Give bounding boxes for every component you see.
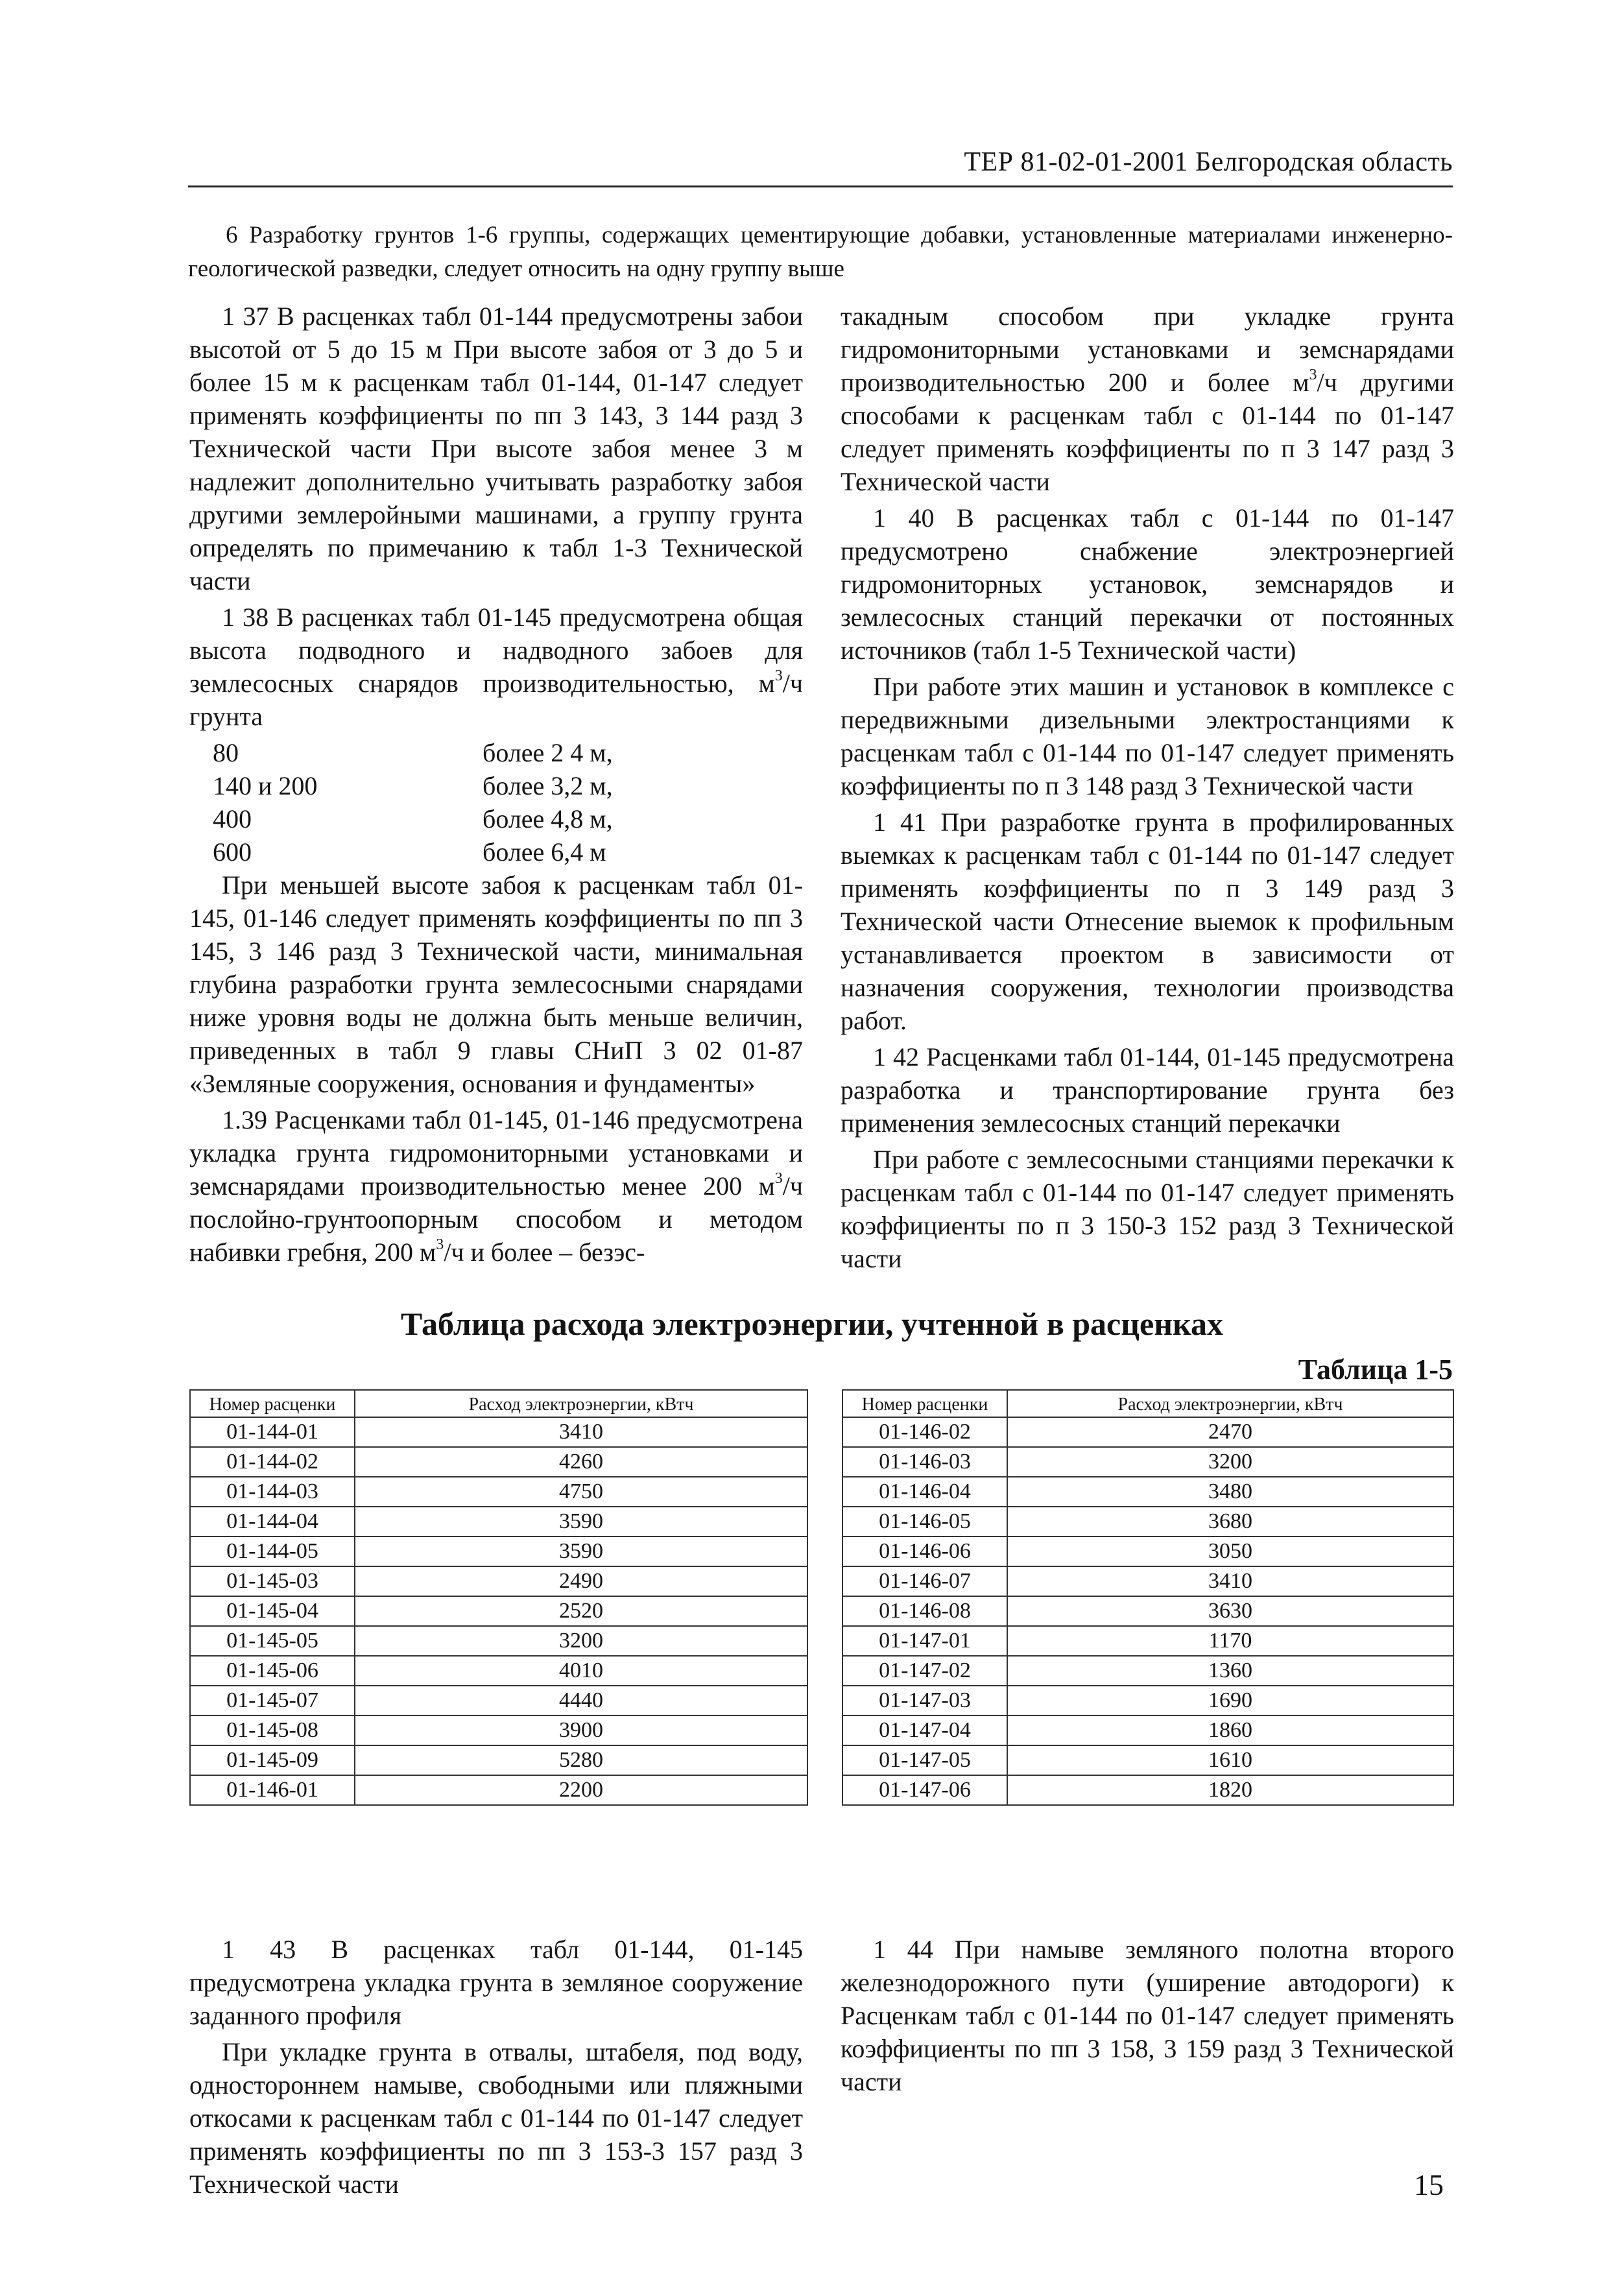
energy-value-cell: 4010 [355, 1656, 807, 1686]
page-number: 15 [1414, 2168, 1444, 2201]
rate-code-cell: 01-147-04 [842, 1716, 1007, 1745]
energy-value-cell: 2490 [355, 1566, 807, 1596]
table-row [190, 1417, 807, 1447]
bottom-right-column [841, 1933, 1454, 2101]
consumption-table-left [189, 1389, 808, 1806]
paragraph-1-41: 1 41 При разработке грунта в профилированных выемках к расценкам табл с 01-144 по 01-147 следует применять коэффициенты по п 3 149 разд 3 Технической части Отнесение выемок к профильным устанавливается проектом в зависимости от назначения сооружения, технологии производства работ. [841, 808, 1454, 1035]
left-column [189, 300, 803, 1272]
paragraph-1-43: 1 43 В расценках табл 01-144, 01-145 предусмотрена укладка грунта в земляное сооружение заданного профиля [189, 1935, 803, 2030]
height-row: 600 более 6,4 м [213, 837, 606, 867]
table-row [190, 1596, 807, 1626]
table-row [842, 1626, 1453, 1656]
table-row [842, 1477, 1453, 1507]
energy-value-cell: 1610 [1007, 1745, 1453, 1775]
rate-code-cell: 01-147-03 [842, 1686, 1007, 1716]
rate-code-cell: 01-146-01 [190, 1775, 355, 1805]
energy-value-cell: 5280 [355, 1745, 807, 1775]
energy-value-cell: 1360 [1007, 1656, 1453, 1686]
paragraph-1-42: 1 42 Расценками табл 01-144, 01-145 предусмотрена разработка и транспортирование грунта без применения землесосных станций перекачки [841, 1042, 1454, 1138]
column-header-code: Номер расценки [842, 1390, 1007, 1417]
paragraph-1-44: 1 44 При намыве земляного полотна второго железнодорожного пути (уширение автодороги) к Расценкам табл с 01-144 по 01-147 следует применять коэффициенты по пп 3 158, 3 159 разд 3 Технической части [841, 1935, 1454, 2096]
table-header-row [842, 1390, 1453, 1417]
height-row: 80 более 2 4 м, [213, 738, 613, 767]
table-row [190, 1626, 807, 1656]
table-row [190, 1477, 807, 1507]
height-row: 400 более 4,8 м, [213, 804, 613, 833]
energy-value-cell: 3590 [355, 1537, 807, 1566]
paragraph-1-42-cont: При работе с землесосными станциями перекачки к расценкам табл с 01-144 по 01-147 следует применять коэффициенты по п 3 150-3 152 разд 3 Технической части [841, 1145, 1454, 1273]
rate-code-cell: 01-147-05 [842, 1745, 1007, 1775]
rate-code-cell: 01-145-08 [190, 1716, 355, 1745]
rate-code-cell: 01-144-02 [190, 1447, 355, 1477]
table-row [190, 1745, 807, 1775]
rate-code-cell: 01-145-09 [190, 1745, 355, 1775]
energy-value-cell: 3050 [1007, 1537, 1453, 1566]
rate-code-cell: 01-145-04 [190, 1596, 355, 1626]
table-heading: Таблица расхода электроэнергии, учтенной в расценках [400, 1306, 1224, 1342]
energy-value-cell: 1820 [1007, 1775, 1453, 1805]
table-row [842, 1745, 1453, 1775]
paragraph-1-38-cont: При меньшей высоте забоя к расценкам табл 01-145, 01-146 следует применять коэффициенты по пп 3 145, 3 146 разд 3 Технической части, минимальная глубина разработки грунта землесосными снарядами ниже уровня воды не должна быть меньше величин, приведенных в табл 9 главы СНиП 3 02 01-87 «Земляные сооружения, основания и фундаменты» [189, 870, 803, 1098]
column-header-value: Расход электроэнергии, кВтч [355, 1390, 807, 1417]
rate-code-cell: 01-145-05 [190, 1626, 355, 1656]
energy-value-cell: 3480 [1007, 1477, 1453, 1507]
energy-value-cell: 4440 [355, 1686, 807, 1716]
table-row [842, 1775, 1453, 1805]
paragraph-1-39: 1.39 Расценками табл 01-145, 01-146 предусмотрена укладка грунта гидромониторными установками и земснарядами производительностью менее 200 $м^3/ч$ послойно-грунтоопорным способом и методом набивки гребня, 200 $м^3/ч$ и более – безэс- [189, 1105, 803, 1267]
paragraph-1-37: 1 37 В расценках табл 01-144 предусмотрены забои высотой от 5 до 15 м При высоте забоя от 3 до 5 и более 15 м к расценкам табл 01-144, 01-147 следует применять коэффициенты по пп 3 143, 3 144 разд 3 Технической части При высоте забоя менее 3 м надлежит дополнительно учитывать разработку забоя другими землеройными машинами, а группу грунта определять по примечанию к табл 1-3 Технической части [189, 302, 803, 595]
height-list [189, 736, 803, 868]
table-row [842, 1507, 1453, 1537]
rate-code-cell: 01-146-06 [842, 1537, 1007, 1566]
rate-code-cell: 01-146-04 [842, 1477, 1007, 1507]
table-row [842, 1596, 1453, 1626]
rate-code-cell: 01-146-05 [842, 1507, 1007, 1537]
rate-code-cell: 01-147-01 [842, 1626, 1007, 1656]
table-row [190, 1656, 807, 1686]
rate-code-cell: 01-146-07 [842, 1566, 1007, 1596]
rate-code-cell: 01-145-07 [190, 1686, 355, 1716]
table-row [190, 1566, 807, 1596]
rate-code-cell: 01-144-01 [190, 1417, 355, 1447]
paragraph-1-43-cont: При укладке грунта в отвалы, штабеля, под воду, одностороннем намыве, свободными или пляжными откосами к расценкам табл с 01-144 по 01-147 следует применять коэффициенты по пп 3 153-3 157 разд 3 Технической части [189, 2037, 803, 2199]
consumption-table-right [842, 1389, 1454, 1806]
energy-value-cell: 3900 [355, 1716, 807, 1745]
rate-code-cell: 01-145-03 [190, 1566, 355, 1596]
table-row [842, 1686, 1453, 1716]
energy-value-cell: 3410 [355, 1417, 807, 1447]
rate-code-cell: 01-145-06 [190, 1656, 355, 1686]
rate-code-cell: 01-146-03 [842, 1447, 1007, 1477]
right-column [841, 300, 1454, 1278]
rate-code-cell: 01-144-04 [190, 1507, 355, 1537]
table-row [842, 1537, 1453, 1566]
bottom-left-column [189, 1933, 803, 2204]
table-row [842, 1656, 1453, 1686]
table-row [190, 1686, 807, 1716]
table-row [842, 1447, 1453, 1477]
energy-value-cell: 2520 [355, 1596, 807, 1626]
table-row [190, 1716, 807, 1745]
rate-code-cell: 01-146-02 [842, 1417, 1007, 1447]
table-row [190, 1507, 807, 1537]
energy-value-cell: 3200 [1007, 1447, 1453, 1477]
energy-value-cell: 2470 [1007, 1417, 1453, 1447]
paragraph-1-40: 1 40 В расценках табл с 01-144 по 01-147 предусмотрено снабжение электроэнергией гидромониторных установок, земснарядов и землесосных станций перекачки от постоянных источников (табл 1-5 Технической части) [841, 503, 1454, 665]
column-header-code: Номер расценки [190, 1390, 355, 1417]
table-row [190, 1447, 807, 1477]
header-rule [188, 185, 1453, 187]
column-header-value: Расход электроэнергии, кВтч [1007, 1390, 1453, 1417]
rate-code-cell: 01-144-05 [190, 1537, 355, 1566]
paragraph-1-39-cont: такадным способом при укладке грунта гидромониторными установками и земснарядами производительностью 200 и более $м^3/ч$ другими способами к расценкам табл с 01-144 по 01-147 следует применять коэффициенты по п 3 147 разд 3 Технической части [841, 302, 1454, 496]
energy-value-cell: 3200 [355, 1626, 807, 1656]
table-row [842, 1716, 1453, 1745]
rate-code-cell: 01-146-08 [842, 1596, 1007, 1626]
energy-value-cell: 4750 [355, 1477, 807, 1507]
table-row [842, 1566, 1453, 1596]
paragraph-1-38: 1 38 В расценках табл 01-145 предусмотрена общая высота подводного и надводного забоев для землесосных снарядов производительностью, $м^3/ч$ грунта [189, 603, 803, 731]
table-row [190, 1537, 807, 1566]
paragraph-1-40-cont: При работе этих машин и установок в комплексе с передвижными дизельными электростанциями к расценкам табл с 01-144 по 01-147 следует применять коэффициенты по п 3 148 разд 3 Технической части [841, 672, 1454, 800]
energy-value-cell: 3680 [1007, 1507, 1453, 1537]
header-title: ТЕР 81-02-01-2001 Белгородская область [964, 147, 1453, 177]
table-header-row [190, 1390, 807, 1417]
energy-value-cell: 3630 [1007, 1596, 1453, 1626]
energy-value-cell: 4260 [355, 1447, 807, 1477]
energy-value-cell: 1690 [1007, 1686, 1453, 1716]
rate-code-cell: 01-144-03 [190, 1477, 355, 1507]
energy-value-cell: 3410 [1007, 1566, 1453, 1596]
note-paragraph: 6 Разработку грунтов 1-6 группы, содержащих цементирующие добавки, установленные материалами инженерно-геологической разведки, следует относить на одну группу выше [188, 222, 1453, 282]
energy-value-cell: 2200 [355, 1775, 807, 1805]
rate-code-cell: 01-147-06 [842, 1775, 1007, 1805]
table-row [190, 1775, 807, 1805]
energy-value-cell: 1170 [1007, 1626, 1453, 1656]
table-number: Таблица 1-5 [1298, 1354, 1453, 1385]
energy-value-cell: 1860 [1007, 1716, 1453, 1745]
table-row [842, 1417, 1453, 1447]
energy-value-cell: 3590 [355, 1507, 807, 1537]
rate-code-cell: 01-147-02 [842, 1656, 1007, 1686]
height-row: 140 и 200 более 3,2 м, [213, 771, 613, 800]
